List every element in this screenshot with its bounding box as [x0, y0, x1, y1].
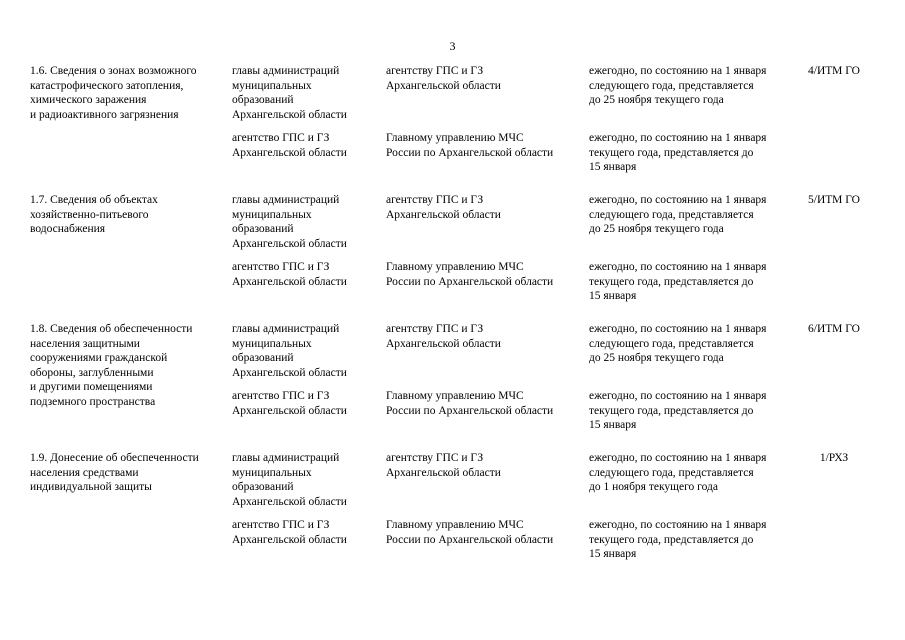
deadline: ежегодно, по состоянию на 1 января следующего года, представляется до 25 ноября текущего года [589, 65, 767, 107]
recipient: Главному управлению МЧС России по Архангельской области [386, 132, 554, 159]
recipient: агентству ГПС и ГЗ Архангельской области [386, 452, 501, 479]
reporting-table [30, 64, 870, 580]
submitter: главы администраций муниципальных образований Архангельской области [232, 194, 347, 250]
submitter: главы администраций муниципальных образований Архангельской области [232, 323, 347, 379]
recipient: Главному управлению МЧС России по Архангельской области [386, 390, 554, 417]
deadline: ежегодно, по состоянию на 1 января следующего года, представляется до 25 ноября текущего года [589, 323, 767, 365]
form-code: 6/ИТМ ГО [808, 323, 860, 335]
recipient: агентству ГПС и ГЗ Архангельской области [386, 194, 501, 221]
form-code: 5/ИТМ ГО [808, 194, 860, 206]
submitter: главы администраций муниципальных образований Архангельской области [232, 65, 347, 121]
section-1-6 [30, 64, 870, 193]
deadline: ежегодно, по состоянию на 1 января следующего года, представляется до 1 ноября текущего года [589, 452, 767, 494]
section-title: 1.9. Донесение об обеспеченности населения средствами индивидуальной защиты [30, 452, 199, 494]
page-number: 3 [449, 39, 456, 53]
section-title: 1.6. Сведения о зонах возможного катастрофического затопления, химического заражения и радиоактивного загрязнения [30, 65, 197, 121]
submitter: агентство ГПС и ГЗ Архангельской области [232, 132, 347, 159]
submitter: главы администраций муниципальных образований Архангельской области [232, 452, 347, 508]
recipient: Главному управлению МЧС России по Архангельской области [386, 519, 554, 546]
recipient: агентству ГПС и ГЗ Архангельской области [386, 323, 501, 350]
form-code: 4/ИТМ ГО [808, 65, 860, 77]
deadline: ежегодно, по состоянию на 1 января текущего года, представляется до 15 января [589, 261, 767, 303]
section-1-7 [30, 193, 870, 322]
recipient: Главному управлению МЧС России по Архангельской области [386, 261, 554, 288]
form-code: 1/РХЗ [819, 452, 849, 464]
deadline: ежегодно, по состоянию на 1 января текущего года, представляется до 15 января [589, 519, 767, 561]
submitter: агентство ГПС и ГЗ Архангельской области [232, 390, 347, 417]
deadline: ежегодно, по состоянию на 1 января текущего года, представляется до 15 января [589, 390, 767, 432]
recipient: агентству ГПС и ГЗ Архангельской области [386, 65, 501, 92]
section-1-8 [30, 322, 870, 451]
submitter: агентство ГПС и ГЗ Архангельской области [232, 519, 347, 546]
submitter: агентство ГПС и ГЗ Архангельской области [232, 261, 347, 288]
section-title: 1.7. Сведения об объектах хозяйственно-питьевого водоснабжения [30, 194, 158, 236]
deadline: ежегодно, по состоянию на 1 января текущего года, представляется до 15 января [589, 132, 767, 174]
deadline: ежегодно, по состоянию на 1 января следующего года, представляется до 25 ноября текущего года [589, 194, 767, 236]
section-1-9 [30, 451, 870, 580]
section-title: 1.8. Сведения об обеспеченности населения защитными сооружениями гражданской обороны, заглубленными и другими помещениями подземного пространства [30, 323, 193, 408]
